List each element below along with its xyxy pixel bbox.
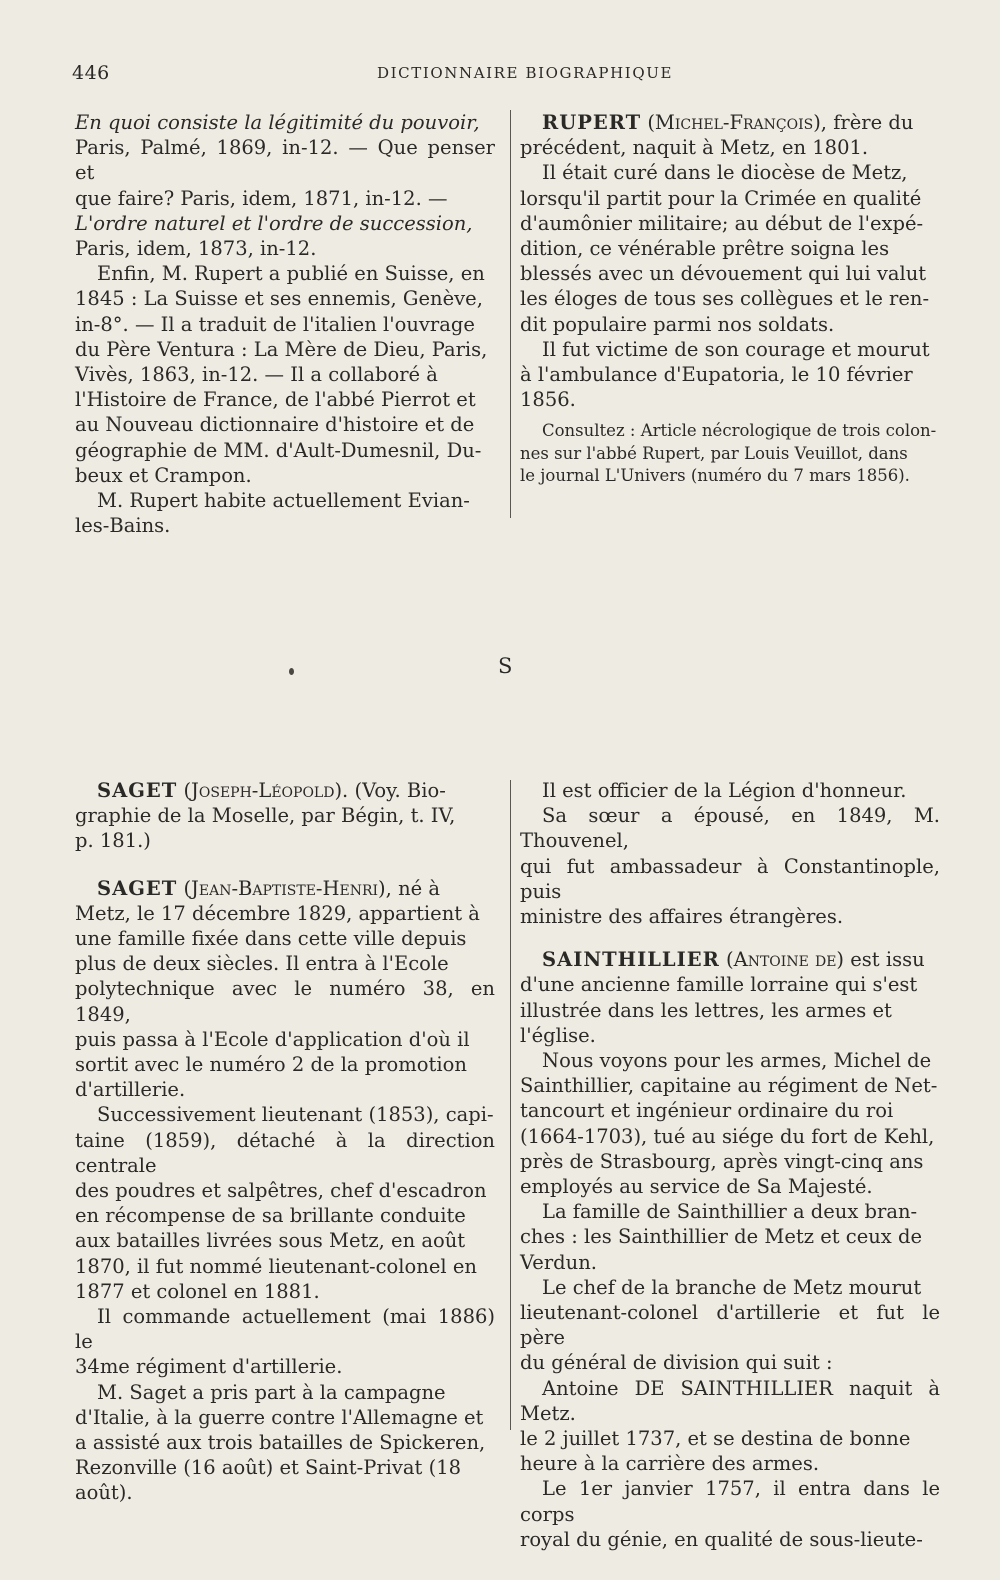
- reference-note: Consultez : Article nécrologique de trois colon- nes sur l'abbé Rupert, par Louis Veuillot, dans le journal L'Univers (numéro du 7 mars 1856).: [520, 421, 937, 486]
- paragraph: M. Rupert habite actuellement Evian- les-Bains.: [75, 489, 470, 538]
- paragraph: En quoi consiste la légitimité du pouvoir, Paris, Palmé, 1869, in-12. — Que penser et que faire? Paris, idem, 1871, in-12. — L'ordre naturel et l'ordre de succession, Paris, idem, 1873, in-12.: [75, 111, 495, 261]
- entry-name: RUPERT: [542, 111, 642, 134]
- paragraph: Successivement lieutenant (1853), capi- taine (1859), détaché à la direction centrale des poudres et salpêtres, chef d'escadron en récompense de sa brillante conduite aux batailles livrées sous Metz, en août 1870, il fut nommé lieutenant-colonel en 1877 et colonel en 1881.: [75, 1103, 495, 1303]
- entry-rupert: RUPERT (Michel-François), frère du précédent, naquit à Metz, en 1801.: [520, 111, 914, 160]
- paragraph: Il commande actuellement (mai 1886) le 34me régiment d'artillerie.: [75, 1305, 495, 1379]
- running-title: DICTIONNAIRE BIOGRAPHIQUE: [377, 64, 674, 82]
- paragraph: Le 1er janvier 1757, il entra dans le corps royal du génie, en qualité de sous-lieute-: [520, 1477, 940, 1551]
- entry-name: SAGET: [97, 779, 178, 802]
- entry-name: SAINTHILLIER: [542, 948, 720, 972]
- section-letter: S: [498, 654, 513, 678]
- top-right-column: [520, 110, 940, 488]
- paragraph: Nous voyons pour les armes, Michel de Sainthillier, capitaine au régiment de Net- tancourt et ingénieur ordinaire du roi (1664-1703), tué au siége du fort de Kehl, près de Strasbourg, après vingt-cinq ans employés au service de Sa Majesté.: [520, 1049, 938, 1199]
- paragraph: M. Saget a pris part à la campagne d'Italie, à la guerre contre l'Allemagne et a assisté aux trois batailles de Spickeren, Rezonville (16 août) et Saint-Privat (18 août).: [75, 1380, 486, 1505]
- page-number: 446: [72, 62, 110, 84]
- entry-name: SAGET: [97, 876, 178, 900]
- paragraph: Le chef de la branche de Metz mourut lieutenant-colonel d'artillerie et fut le père du général de division qui suit :: [520, 1275, 940, 1375]
- paragraph: Antoine DE SAINTHILLIER naquit à Metz. le 2 juillet 1737, et se destina de bonne heure à la carrière des armes.: [520, 1376, 940, 1476]
- entry-sainthillier: SAINTHILLIER (Antoine de) est issu d'une ancienne famille lorraine qui s'est illustrée dans les lettres, les armes et l'église.: [520, 948, 925, 1047]
- paragraph: Il fut victime de son courage et mourut à l'ambulance d'Eupatoria, le 10 février 1856.: [520, 337, 930, 412]
- column-rule-bottom: [510, 780, 511, 1430]
- entry-saget-joseph: SAGET (Joseph-Léopold). (Voy. Bio- graphie de la Moselle, par Bégin, t. IV, p. 181.): [75, 779, 456, 853]
- paragraph: Il était curé dans le diocèse de Metz, lorsqu'il partit pour la Crimée en qualité d'aumônier militaire; au début de l'expé- dition, ce vénérable prêtre soigna les blessés avec un dévouement qui lui valut les éloges de tous ses collègues et le ren- dit populaire parmi nos soldats.: [520, 161, 930, 336]
- entry-saget-jean-baptiste: SAGET (Jean-Baptiste-Henri), né à Metz, le 17 décembre 1829, appartient à une famille fixée dans cette ville depuis plus de deux siècles. Il entra à l'Ecole polytechnique avec le numéro 38, en 1849, puis passa à l'Ecole d'application d'où il sortit avec le numéro 2 de la promotion d'artillerie.: [75, 876, 495, 1102]
- bottom-left-column: [75, 778, 495, 1506]
- ornament-dot: [289, 668, 294, 675]
- top-left-column: [75, 110, 495, 538]
- page-header: [72, 62, 940, 88]
- paragraph: Enfin, M. Rupert a publié en Suisse, en 1845 : La Suisse et ses ennemis, Genève, in-8°. — Il a traduit de l'italien l'ouvrage du Père Ventura : La Mère de Dieu, Paris, Vivès, 1863, in-12. — Il a collaboré à l'Histoire de France, de l'abbé Pierrot et au Nouveau dictionnaire d'histoire et de géographie de MM. d'Ault-Dumesnil, Du- beux et Crampon.: [75, 262, 488, 487]
- paragraph: La famille de Sainthillier a deux bran- ches : les Sainthillier de Metz et ceux de Verdun.: [520, 1200, 923, 1274]
- paragraph: Sa sœur a épousé, en 1849, M. Thouvenel, qui fut ambassadeur à Constantinople, puis ministre des affaires étrangères.: [520, 804, 940, 929]
- bottom-right-column: [520, 778, 940, 1552]
- column-rule-top: [510, 110, 511, 518]
- paragraph: Il est officier de la Légion d'honneur.: [542, 779, 907, 802]
